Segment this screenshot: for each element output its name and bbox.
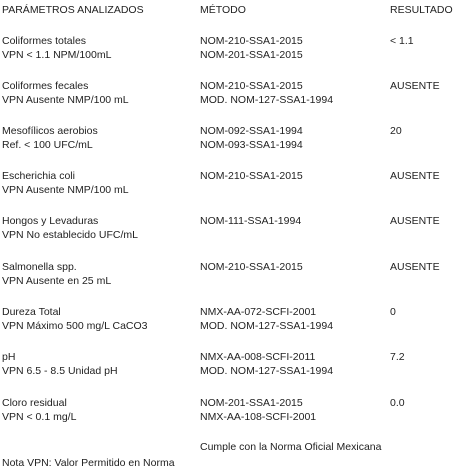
parameter-name: Coliformes fecales [2, 80, 89, 92]
result-value: 20 [390, 125, 402, 137]
table-header [0, 3, 470, 17]
parameter-limit: VPN < 1.1 NPM/100mL [2, 49, 112, 61]
method-primary: NOM-210-SSA1-2015 [200, 80, 303, 92]
parameter-name: Mesofílicos aerobios [2, 125, 98, 137]
header-parametros: PARÁMETROS ANALIZADOS [2, 4, 144, 16]
method-primary: NOM-201-SSA1-2015 [200, 397, 303, 409]
method-secondary: NOM-093-SSA1-1994 [200, 139, 303, 151]
result-value: 0 [390, 306, 396, 318]
header-resultado: RESULTADO [390, 4, 453, 16]
result-value: 7.2 [390, 351, 405, 363]
table-row [0, 214, 470, 244]
table-row [0, 124, 470, 154]
result-value: AUSENTE [390, 215, 440, 227]
method-primary: NOM-210-SSA1-2015 [200, 261, 303, 273]
parameter-limit: VPN Ausente NMP/100 mL [2, 184, 129, 196]
parameter-limit: VPN No establecido UFC/mL [2, 229, 138, 241]
parameter-name: Salmonella spp. [2, 261, 77, 273]
result-value: AUSENTE [390, 261, 440, 273]
method-primary: NOM-092-SSA1-1994 [200, 125, 303, 137]
table-row [0, 396, 470, 426]
method-secondary: NOM-201-SSA1-2015 [200, 49, 303, 61]
table-row [0, 79, 470, 109]
method-secondary: MOD. NOM-127-SSA1-1994 [200, 320, 334, 332]
method-secondary: NMX-AA-108-SCFI-2001 [200, 411, 317, 423]
parameter-name: pH [2, 351, 16, 363]
parameter-name: Dureza Total [2, 306, 61, 318]
result-value: AUSENTE [390, 80, 440, 92]
table-row [0, 305, 470, 335]
table-row [0, 34, 470, 64]
method-primary: NOM-210-SSA1-2015 [200, 170, 303, 182]
parameter-name: Coliformes totales [2, 35, 87, 47]
result-value: < 1.1 [390, 35, 414, 47]
method-secondary: MOD. NOM-127-SSA1-1994 [200, 94, 334, 106]
compliance-statement: Cumple con la Norma Oficial Mexicana [200, 441, 382, 453]
parameter-name: Hongos y Levaduras [2, 215, 99, 227]
method-primary: NMX-AA-008-SCFI-2011 [200, 351, 316, 363]
method-primary: NOM-210-SSA1-2015 [200, 35, 303, 47]
parameter-limit: VPN 6.5 - 8.5 Unidad pH [2, 365, 118, 377]
table-row [0, 350, 470, 380]
parameter-limit: VPN Ausente en 25 mL [2, 275, 112, 287]
table-row [0, 260, 470, 290]
table-row [0, 169, 470, 199]
parameter-limit: VPN < 0.1 mg/L [2, 411, 77, 423]
result-value: AUSENTE [390, 170, 440, 182]
method-primary: NMX-AA-072-SCFI-2001 [200, 306, 317, 318]
method-primary: NOM-111-SSA1-1994 [200, 215, 302, 227]
method-secondary: MOD. NOM-127-SSA1-1994 [200, 365, 334, 377]
header-metodo: MÉTODO [200, 4, 246, 16]
parameter-limit: Ref. < 100 UFC/mL [2, 139, 93, 151]
parameter-name: Escherichia coli [2, 170, 75, 182]
vpn-note: Nota VPN: Valor Permitido en Norma [2, 457, 175, 469]
parameter-limit: VPN Máximo 500 mg/L CaCO3 [2, 320, 148, 332]
parameter-name: Cloro residual [2, 397, 67, 409]
result-value: 0.0 [390, 397, 405, 409]
parameter-limit: VPN Ausente NMP/100 mL [2, 94, 129, 106]
